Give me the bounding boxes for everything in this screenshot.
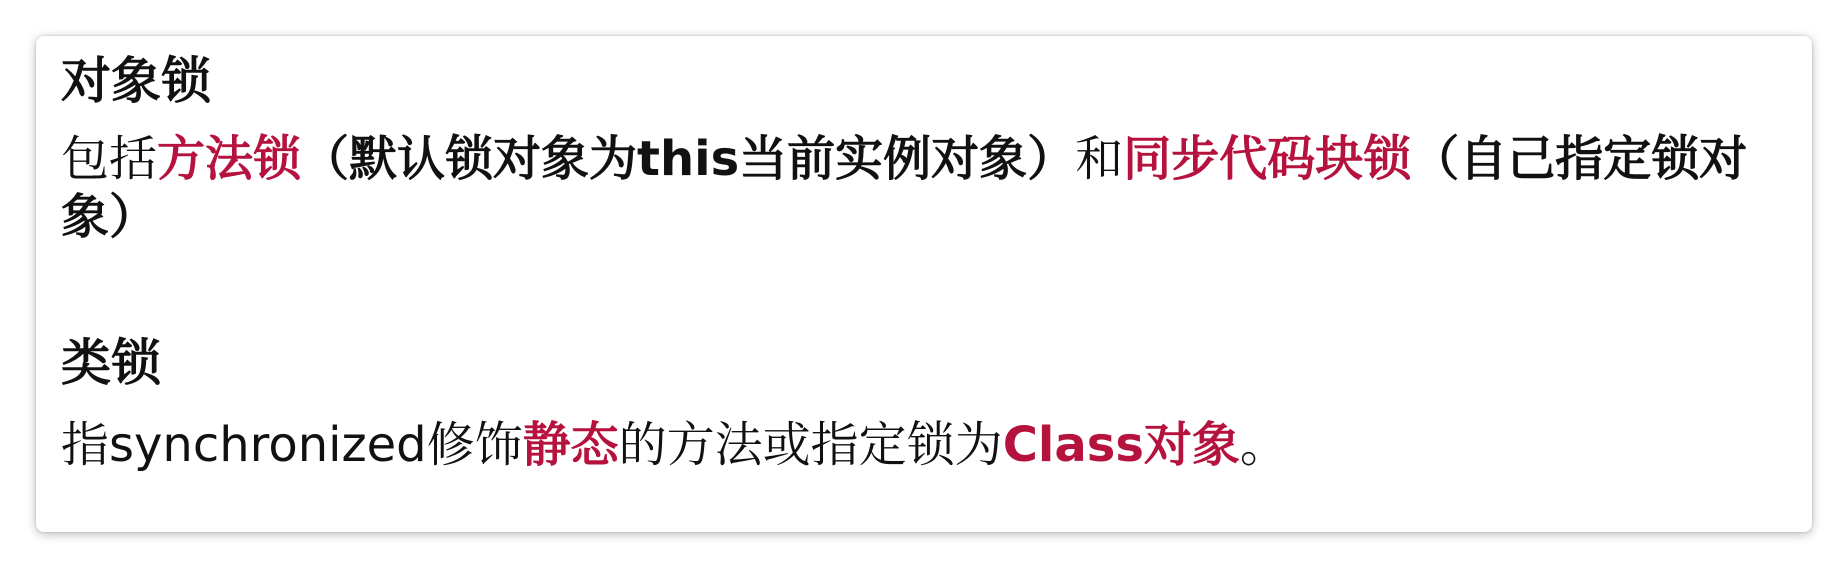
sync-block-lock-note: （自己指定锁对象）: [61, 131, 1748, 245]
class-lock-heading: 类锁: [61, 334, 161, 392]
class-lock-description: [61, 416, 1788, 474]
method-lock-note: （默认锁对象为this当前实例对象）: [301, 131, 1076, 187]
sync-block-lock-highlight: 同步代码块锁: [1123, 131, 1412, 187]
class-lock-text-3: 。: [1239, 417, 1288, 473]
object-lock-text-2: 和: [1075, 131, 1124, 187]
content-card: [36, 36, 1812, 532]
object-lock-description: [61, 130, 1788, 246]
class-lock-text-2: 的方法或指定锁为: [618, 417, 1003, 473]
static-highlight: 静态: [522, 417, 619, 473]
method-lock-highlight: 方法锁: [157, 131, 302, 187]
object-lock-heading: 对象锁: [61, 52, 211, 110]
class-object-highlight: Class对象: [1002, 417, 1240, 473]
object-lock-text-1: 包括: [61, 131, 158, 187]
class-lock-text-1: 指synchronized修饰: [61, 417, 523, 473]
